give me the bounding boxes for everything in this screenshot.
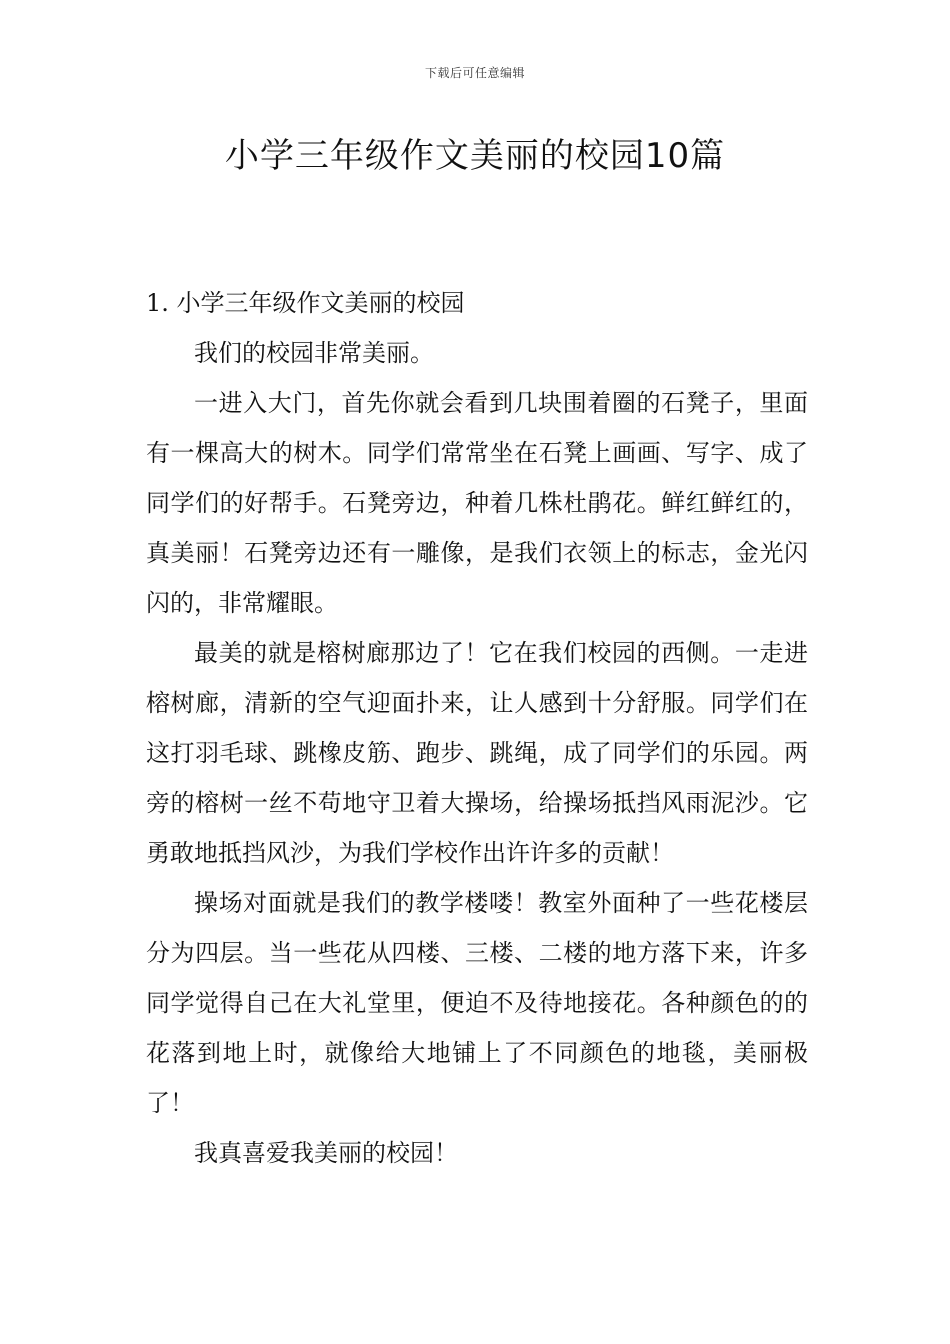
paragraph: 操场对面就是我们的教学楼喽！教室外面种了一些花楼层分为四层。当一些花从四楼、三楼、二楼的地方落下来，许多同学觉得自己在大礼堂里，便迫不及待地接花。各种颜色的的花落到地上时，就像给大地铺上了不同颜色的地毯，美丽极了！ — [146, 889, 808, 1117]
section-heading: 1. 小学三年级作文美丽的校园 — [146, 289, 465, 317]
paragraph: 最美的就是榕树廊那边了！它在我们校园的西侧。一走进榕树廊，清新的空气迎面扑来，让人感到十分舒服。同学们在这打羽毛球、跳橡皮筋、跑步、跳绳，成了同学们的乐园。两旁的榕树一丝不苟地守卫着大操场，给操场抵挡风雨泥沙。它勇敢地抵挡风沙，为我们学校作出许许多的贡献！ — [146, 639, 808, 867]
paragraph: 我真喜爱我美丽的校园！ — [194, 1139, 458, 1167]
paragraph: 我们的校园非常美丽。 — [194, 339, 434, 367]
document-body — [146, 278, 808, 1178]
paragraph: 一进入大门，首先你就会看到几块围着圈的石凳子，里面有一棵高大的树木。同学们常常坐在石凳上画画、写字、成了同学们的好帮手。石凳旁边，种着几株杜鹃花。鲜红鲜红的，真美丽！石凳旁边还有一雕像，是我们衣领上的标志，金光闪闪的，非常耀眼。 — [146, 389, 808, 617]
document-title: 小学三年级作文美丽的校园10篇 — [224, 136, 726, 176]
header-note: 下载后可任意编辑 — [424, 66, 525, 80]
